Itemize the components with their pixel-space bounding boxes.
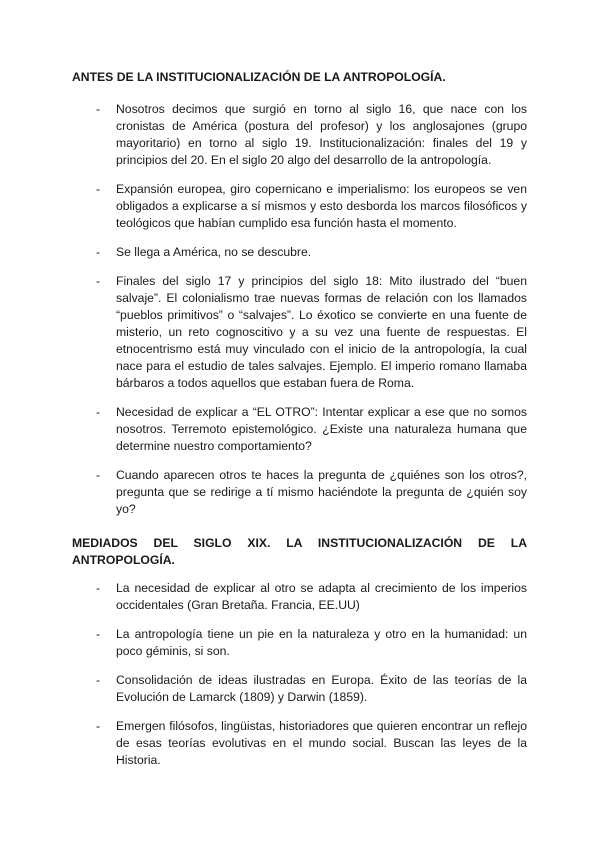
list-item <box>72 101 527 169</box>
list-item <box>72 273 527 392</box>
bullet-list-pre-institutionalization <box>72 101 527 530</box>
bullet-dash: - <box>96 182 101 196</box>
bullet-dash: - <box>96 673 101 687</box>
list-item <box>72 244 527 261</box>
list-item-text: Emergen filósofos, lingüistas, historiadores que quieren encontrar un reflejo de esas teorías evolutivas en el mundo social. Buscan las leyes de la Historia. <box>116 719 527 767</box>
list-item-text: Finales del siglo 17 y principios del siglo 18: Mito ilustrado del “buen salvaje”. El colonialismo trae nuevas formas de relación con los llamados “pueblos primitivos” o “salvajes”. Lo éxotico se convierte en una fuente de misterio, un reto cognoscitivo y a su vez una fuente de respuestas. El etnocentrismo está muy vinculado con el inicio de la antropología, la cual nace para el estudio de tales salvajes. Ejemplo. El imperio romano llamaba bárbaros a todos aquellos que estaban fuera de Roma. <box>116 274 527 390</box>
list-item-text: Nosotros decimos que surgió en torno al siglo 16, que nace con los cronistas de América (postura del profesor) y los anglosajones (grupo mayoritario) en torno al siglo 19. Institucionalización: finales del 19 y principios del 20. En el siglo 20 algo del desarrollo de la antropología. <box>116 102 527 167</box>
list-item-text: La necesidad de explicar al otro se adapta al crecimiento de los imperios occidentales (Gran Bretaña. Francia, EE.UU) <box>116 581 527 612</box>
list-item-text: Necesidad de explicar a “EL OTRO”: Intentar explicar a ese que no somos nosotros. Terremoto epistemológico. ¿Existe una naturaleza humana que determine nuestro comportamiento? <box>116 405 527 453</box>
bullet-dash: - <box>96 245 101 259</box>
list-item <box>72 181 527 232</box>
section-heading-pre-institutionalization: ANTES DE LA INSTITUCIONALIZACIÓN DE LA ANTROPOLOGÍA. <box>72 70 446 84</box>
list-item <box>72 467 527 518</box>
list-item <box>72 580 527 614</box>
list-item-text: Cuando aparecen otros te haces la pregunta de ¿quiénes son los otros?, pregunta que se redirige a tí mismo haciéndote la pregunta de ¿quién soy yo? <box>116 468 527 516</box>
list-item-text: Expansión europea, giro copernicano e imperialismo: los europeos se ven obligados a explicarse a sí mismos y esto desborda los marcos filosóficos y teológicos que habían cumplido esa función hasta el momento. <box>116 182 527 230</box>
list-item-text: Se llega a América, no se descubre. <box>116 245 312 259</box>
bullet-list-institutionalization <box>72 580 527 781</box>
list-item-text: La antropología tiene un pie en la naturaleza y otro en la humanidad: un poco géminis, si son. <box>116 627 527 658</box>
bullet-dash: - <box>96 719 101 733</box>
section-heading-institutionalization: MEDIADOS DEL SIGLO XIX. LA INSTITUCIONALIZACIÓN DE LA ANTROPOLOGÍA. <box>72 536 527 567</box>
list-item <box>72 626 527 660</box>
bullet-dash: - <box>96 627 101 641</box>
list-item-text: Consolidación de ideas ilustradas en Europa. Éxito de las teorías de la Evolución de Lamarck (1809) y Darwin (1859). <box>116 673 527 704</box>
bullet-dash: - <box>96 405 101 419</box>
bullet-dash: - <box>96 102 101 116</box>
bullet-dash: - <box>96 274 101 288</box>
bullet-dash: - <box>96 468 101 482</box>
list-item <box>72 404 527 455</box>
list-item <box>72 672 527 706</box>
list-item <box>72 718 527 769</box>
bullet-dash: - <box>96 581 101 595</box>
